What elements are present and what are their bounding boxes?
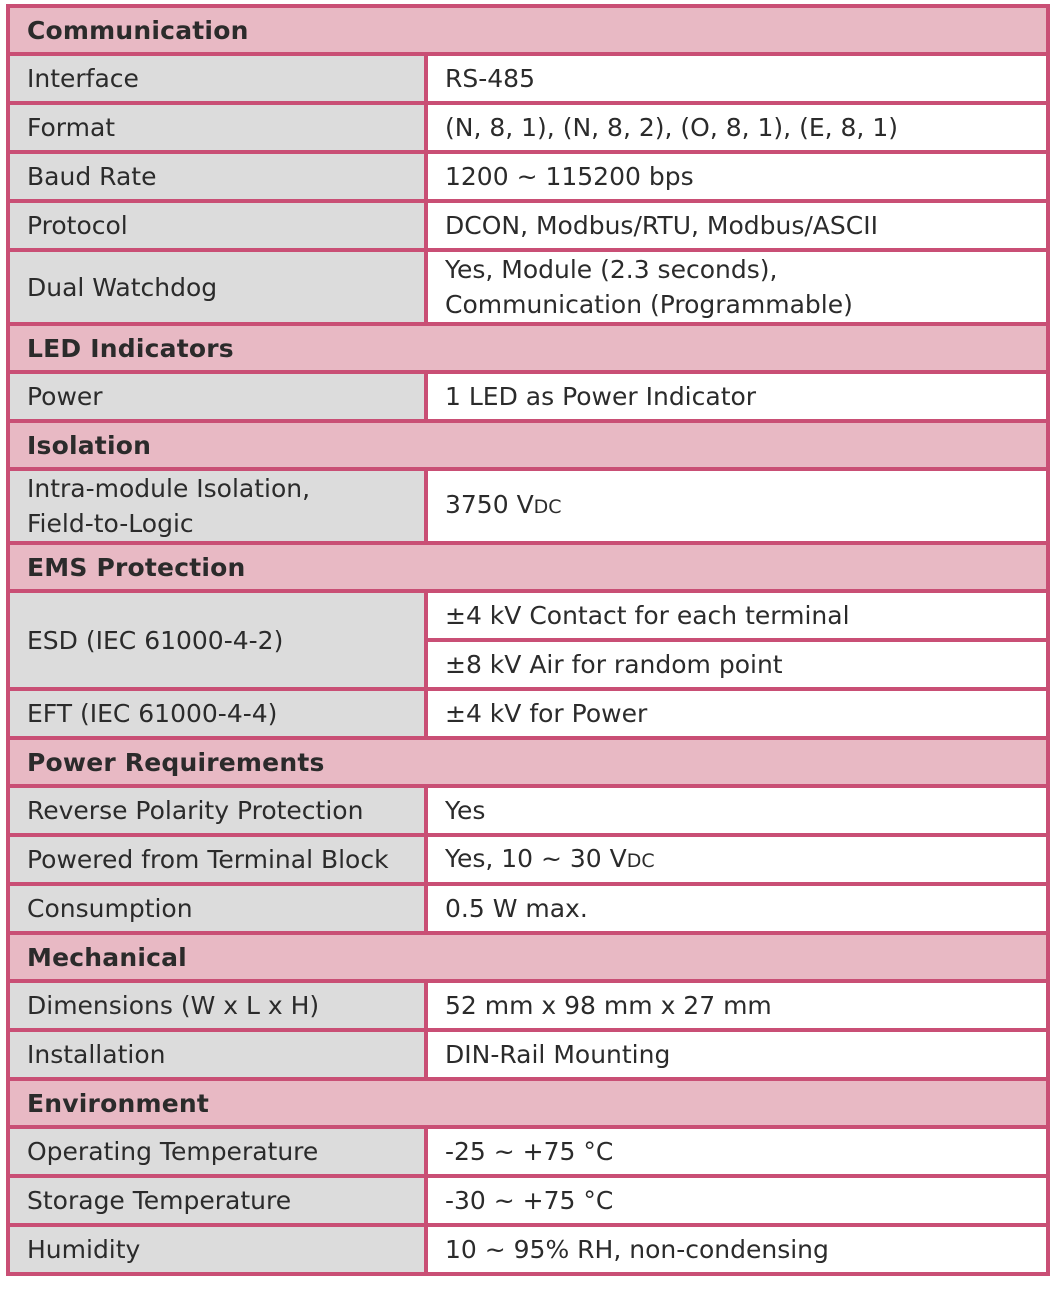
row-label: Installation [8, 1030, 426, 1079]
section-header [8, 421, 1048, 469]
row-value: -30 ~ +75 °C [426, 1176, 1048, 1225]
table-row [8, 201, 1048, 250]
section-header [8, 6, 1048, 54]
row-label: Protocol [8, 201, 426, 250]
row-label: Reverse Polarity Protection [8, 786, 426, 835]
section-title-environment: Environment [8, 1079, 1048, 1127]
row-value: 1 LED as Power Indicator [426, 372, 1048, 421]
row-label [8, 469, 426, 543]
section-header [8, 933, 1048, 981]
spec-table [6, 4, 1050, 1276]
row-value: 52 mm x 98 mm x 27 mm [426, 981, 1048, 1030]
row-value: ±4 kV Contact for each terminal [426, 591, 1048, 640]
section-header [8, 1079, 1048, 1127]
row-label: EFT (IEC 61000-4-4) [8, 689, 426, 738]
row-value: 0.5 W max. [426, 884, 1048, 933]
table-row [8, 835, 1048, 884]
section-header [8, 324, 1048, 372]
row-value-subscript: DC [626, 849, 655, 872]
table-row [8, 54, 1048, 103]
row-label: Dimensions (W x L x H) [8, 981, 426, 1030]
table-row [8, 591, 1048, 640]
section-title-led-indicators: LED Indicators [8, 324, 1048, 372]
table-row [8, 1127, 1048, 1176]
row-label-line: Field-to-Logic [27, 509, 194, 538]
row-value: ±8 kV Air for random point [426, 640, 1048, 689]
row-label-line: Intra-module Isolation, [27, 474, 311, 503]
table-row [8, 469, 1048, 543]
row-value: ±4 kV for Power [426, 689, 1048, 738]
table-row [8, 884, 1048, 933]
table-row [8, 786, 1048, 835]
row-value: -25 ~ +75 °C [426, 1127, 1048, 1176]
table-row [8, 689, 1048, 738]
row-value-subscript: DC [533, 496, 562, 518]
row-value: 10 ~ 95% RH, non-condensing [426, 1225, 1048, 1274]
row-label: ESD (IEC 61000-4-2) [8, 591, 426, 689]
section-title-communication: Communication [8, 6, 1048, 54]
row-value-text: 3750 V [445, 490, 534, 519]
row-value [426, 250, 1048, 324]
row-value: DCON, Modbus/RTU, Modbus/ASCII [426, 201, 1048, 250]
row-label: Power [8, 372, 426, 421]
row-value-text: Yes, 10 ~ 30 V [445, 843, 627, 873]
table-row [8, 250, 1048, 324]
table-row [8, 1176, 1048, 1225]
row-value [426, 835, 1048, 884]
row-label: Dual Watchdog [8, 250, 426, 324]
row-label: Humidity [8, 1225, 426, 1274]
table-row [8, 372, 1048, 421]
row-label: Operating Temperature [8, 1127, 426, 1176]
table-row [8, 981, 1048, 1030]
section-header [8, 543, 1048, 591]
row-value: (N, 8, 1), (N, 8, 2), (O, 8, 1), (E, 8, 1) [426, 103, 1048, 152]
section-title-power-requirements: Power Requirements [8, 738, 1048, 786]
row-label: Powered from Terminal Block [8, 835, 426, 884]
row-label: Interface [8, 54, 426, 103]
row-label: Baud Rate [8, 152, 426, 201]
row-label: Format [8, 103, 426, 152]
table-row [8, 103, 1048, 152]
row-value-line: Yes, Module (2.3 seconds), [445, 255, 778, 284]
row-value-line: Communication (Programmable) [445, 290, 853, 319]
row-value [426, 469, 1048, 543]
table-row [8, 152, 1048, 201]
table-row [8, 1225, 1048, 1274]
section-title-ems-protection: EMS Protection [8, 543, 1048, 591]
row-value: 1200 ~ 115200 bps [426, 152, 1048, 201]
table-row [8, 1030, 1048, 1079]
row-value: RS-485 [426, 54, 1048, 103]
row-label: Consumption [8, 884, 426, 933]
section-header [8, 738, 1048, 786]
row-value: Yes [426, 786, 1048, 835]
section-title-isolation: Isolation [8, 421, 1048, 469]
row-label: Storage Temperature [8, 1176, 426, 1225]
row-value: DIN-Rail Mounting [426, 1030, 1048, 1079]
section-title-mechanical: Mechanical [8, 933, 1048, 981]
